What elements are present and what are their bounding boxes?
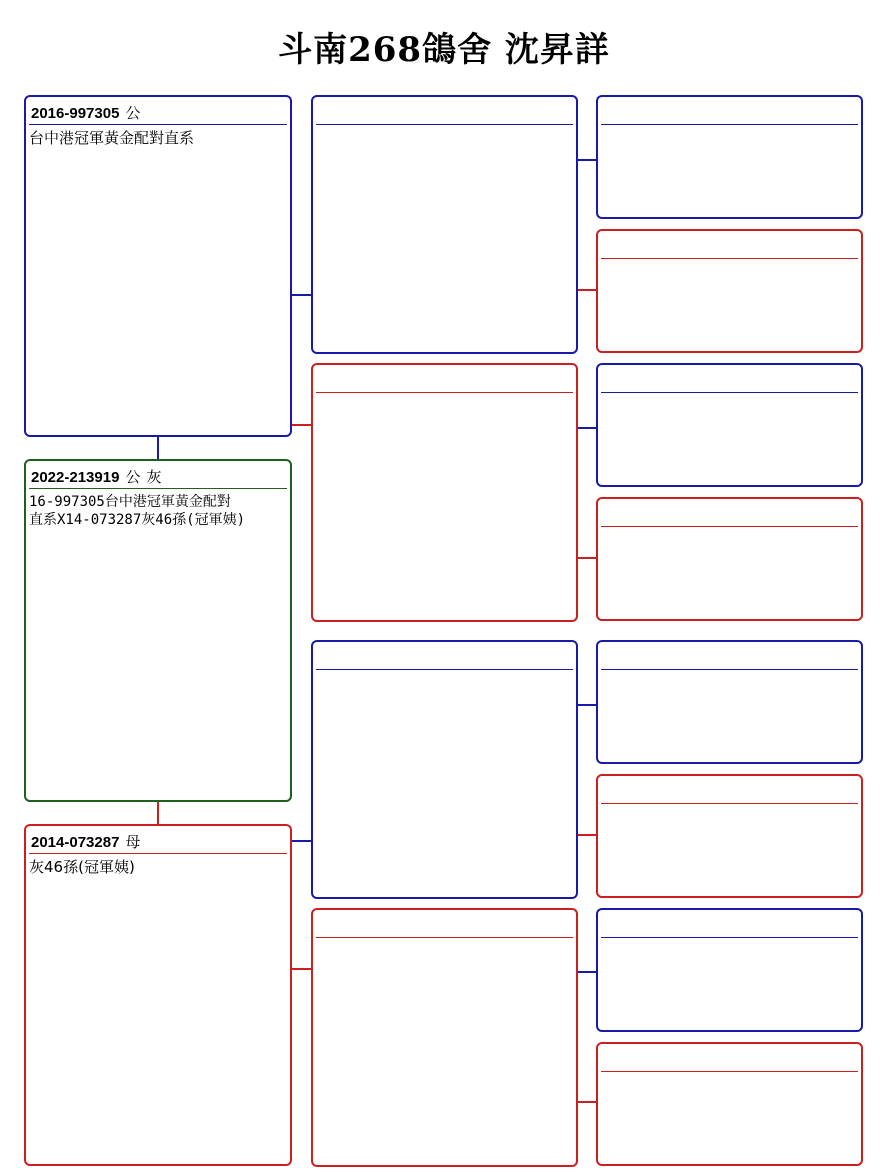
sire-ring-number: 2016-997305 [31,105,120,122]
great-grandparent-6-card[interactable] [596,774,863,898]
great-grandparent-2-divider [601,258,858,259]
maternal-grandsire-card[interactable] [311,640,578,899]
connector-g2-1-blue [578,159,596,161]
paternal-granddam-card[interactable] [311,363,578,622]
connector-g2-3-red [578,834,596,836]
dam-card[interactable] [24,824,292,1166]
connector-g2-2-blue [578,427,596,429]
subject-ring-number: 2022-213919 [31,469,120,486]
paternal-grandsire-card[interactable] [311,95,578,354]
great-grandparent-8-card[interactable] [596,1042,863,1166]
paternal-granddam-divider [316,392,573,393]
great-grandparent-5-card[interactable] [596,640,863,764]
connector-g2-4-red [578,1101,596,1103]
maternal-granddam-divider [316,937,573,938]
dam-to-granddam-connector [292,968,311,970]
great-grandparent-3-card[interactable] [596,363,863,487]
page-title: 斗南268鴿舍 沈昇詳 [278,30,610,70]
maternal-granddam-card[interactable] [311,908,578,1167]
connector-g2-4-blue [578,971,596,973]
great-grandparent-7-card[interactable] [596,908,863,1032]
subject-note-line-1: 16-997305台中港冠軍黃金配對 [29,494,231,510]
subject-header [31,466,161,487]
maternal-grandsire-divider [316,669,573,670]
subject-card[interactable] [24,459,292,802]
subject-sex: 公 [125,468,141,486]
great-grandparent-4-card[interactable] [596,497,863,621]
connector-g2-3-blue [578,704,596,706]
sire-header-divider [29,124,287,125]
dam-ring-number: 2014-073287 [31,834,120,851]
dam-subject-connector [157,802,159,824]
sire-to-grandsire-connector [292,294,311,296]
dam-to-grandsire-connector [292,840,311,842]
sire-sex: 公 [125,104,141,122]
great-grandparent-3-divider [601,392,858,393]
great-grandparent-6-divider [601,803,858,804]
subject-note-line-2: 直系X14-073287灰46孫(冠軍姨) [29,512,246,528]
dam-sex: 母 [125,833,141,851]
dam-header-divider [29,853,287,854]
dam-header [31,831,140,852]
great-grandparent-4-divider [601,526,858,527]
paternal-grandsire-divider [316,124,573,125]
great-grandparent-1-divider [601,124,858,125]
sire-note-line: 台中港冠軍黃金配對直系 [29,129,195,147]
sire-card[interactable] [24,95,292,437]
subject-color: 灰 [146,468,162,486]
great-grandparent-7-divider [601,937,858,938]
subject-header-divider [29,488,287,489]
subject-notes [29,493,287,529]
great-grandparent-5-divider [601,669,858,670]
great-grandparent-1-card[interactable] [596,95,863,219]
connector-g2-2-red [578,557,596,559]
sire-header [31,102,140,123]
connector-g2-1-red [578,289,596,291]
sire-notes [29,129,287,147]
sire-to-granddam-connector [292,424,311,426]
dam-note-line: 灰46孫(冠軍姨) [29,858,135,876]
sire-subject-connector [157,437,159,459]
great-grandparent-8-divider [601,1071,858,1072]
dam-notes [29,858,287,876]
great-grandparent-2-card[interactable] [596,229,863,353]
